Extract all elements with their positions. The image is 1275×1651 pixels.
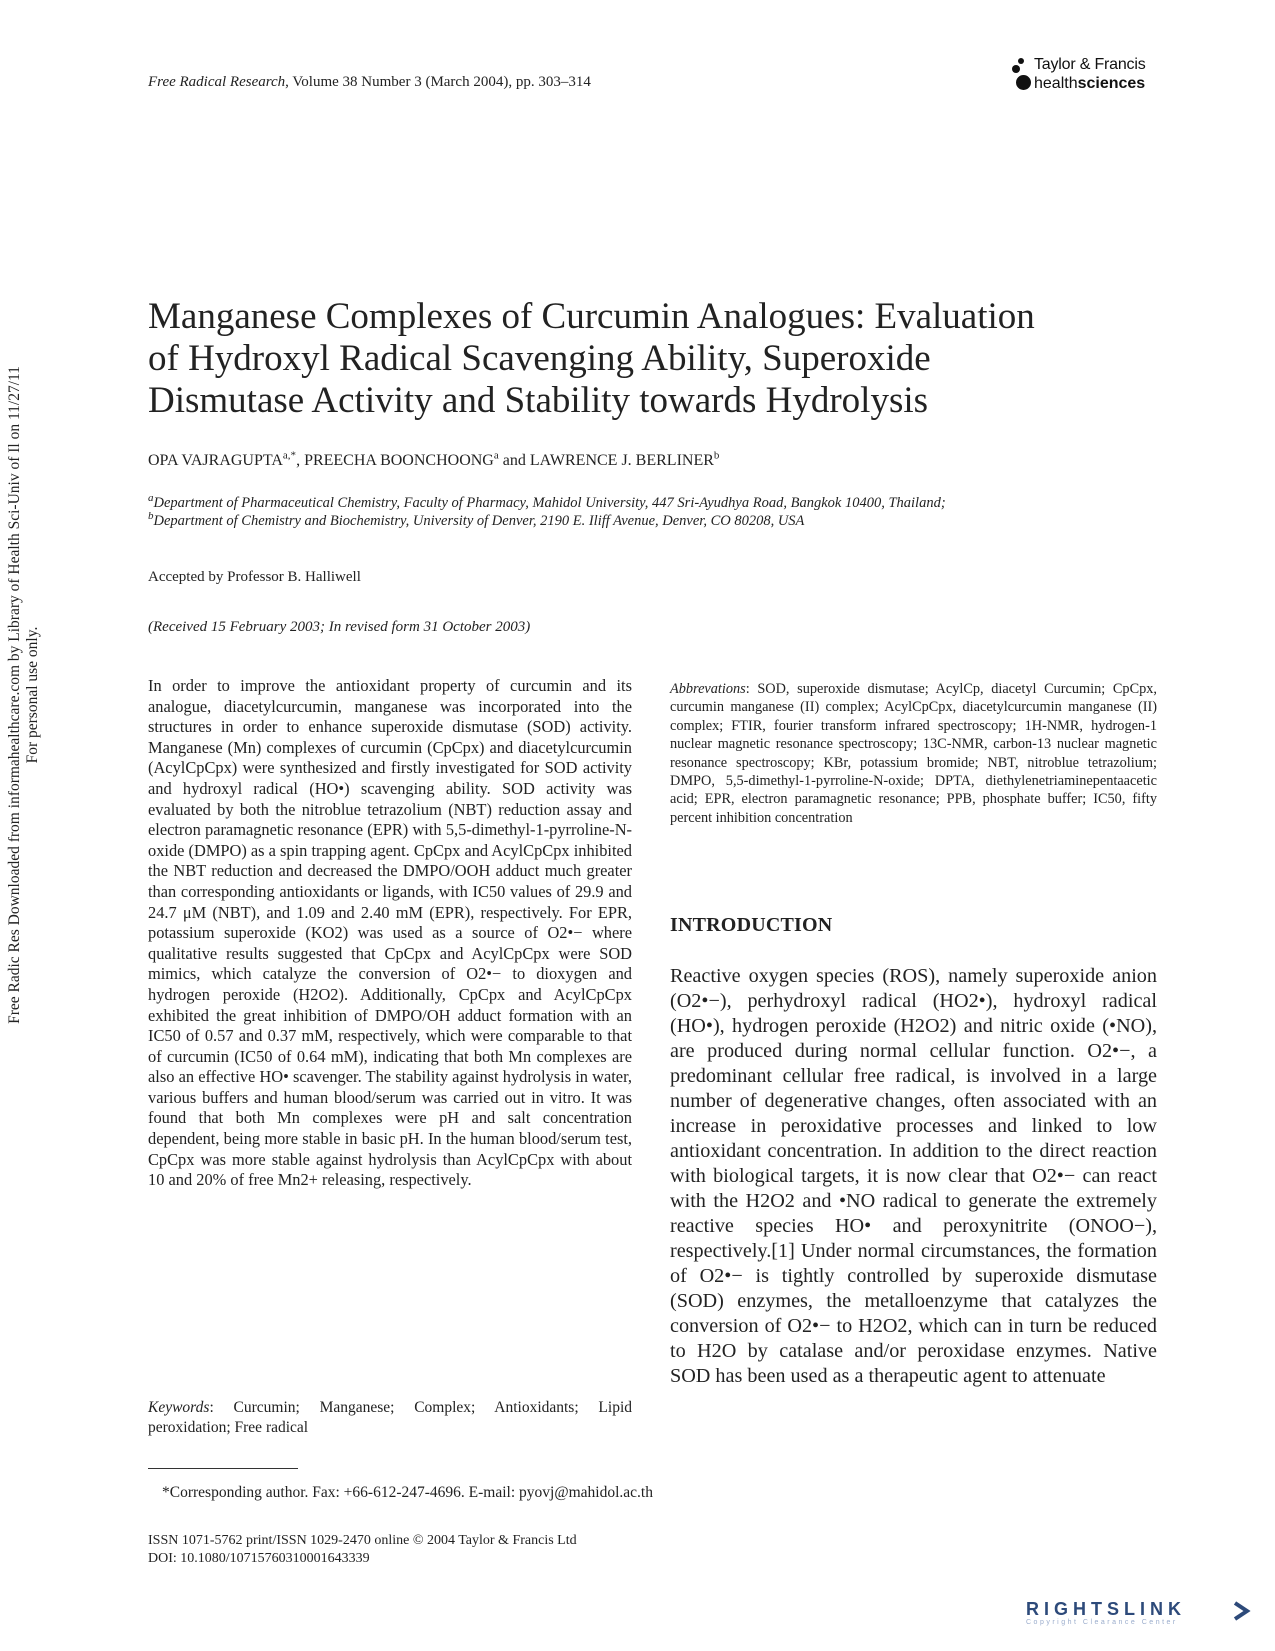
- abstract: In order to improve the antioxidant property of curcumin and its analogue, diacetylcurcumin, manganese was incorporated into the structures in order to enhance superoxide dismutase (SOD) activity. Manganese (Mn) complexes of curcumin (CpCpx) and diacetylcurcumin (AcylCpCpx) were synthesized and firstly investigated for SOD activity and hydroxyl radical (HO•) scavenging ability. SOD activity was evaluated by both the nitroblue tetrazolium (NBT) reduction assay and electron paramagnetic resonance (EPR) with 5,5-dimethyl-1-pyrroline-N-oxide (DMPO) as a spin trapping agent. CpCpx and AcylCpCpx inhibited the NBT reduction and decreased the DMPO/OOH adduct much greater than corresponding antioxidants or ligands, with IC50 values of 29.9 and 24.7 μM (NBT), and 1.09 and 2.40 mM (EPR), respectively. For EPR, potassium superoxide (KO2) was used as a source of O2•− where qualitative results suggested that CpCpx and AcylCpCpx were SOD mimics, which catalyze the conversion of O2•− to dioxygen and hydrogen peroxide (H2O2). Additionally, CpCpx and AcylCpCpx exhibited the great inhibition of DMPO/OH adduct formation with an IC50 of 0.57 and 0.37 mM, respectively, which were comparable to that of curcumin (IC50 of 0.64 mM), indicating that both Mn complexes are also an effective HO• scavenger. The stability against hydrolysis in water, various buffers and human blood/serum was carried out in vitro. It was found that both Mn complexes were pH and salt concentration dependent, being more stable in basic pH. In the human blood/serum test, CpCpx was more stable against hydrolysis than AcylCpCpx with about 10 and 20% of free Mn2+ releasing, respectively.: [148, 676, 632, 1190]
- publisher-division: healthsciences: [1034, 75, 1146, 92]
- rightslink-subtitle: Copyright Clearance Center: [1026, 1619, 1178, 1626]
- journal-name: Free Radical Research: [148, 74, 286, 90]
- journal-citation: [148, 74, 591, 91]
- affiliation-a: $^a$Department of Pharmaceutical Chemistry, Faculty of Pharmacy, Mahidol University, 447 Sri-Ayudhya Road, Bangkok 10400, Thailand;: [148, 492, 946, 511]
- received-dates: (Received 15 February 2003; In revised form 31 October 2003): [148, 619, 531, 635]
- author-list: OPA $VAJRAGUPTA^{a,*}$, PREECHA BOONCHOONG$^a$ and LAWRENCE J. BERLINER$^b$: [148, 449, 720, 469]
- footnote-divider: [148, 1468, 298, 1469]
- publisher-logo: [1010, 56, 1160, 96]
- article-title: [148, 296, 1158, 422]
- title-line: Dismutase Activity and Stability towards Hydrolysis: [148, 380, 929, 421]
- title-line: of Hydroxyl Radical Scavenging Ability, Superoxide: [148, 338, 931, 379]
- rightslink-label: RIGHTSLINK: [1026, 1599, 1186, 1619]
- journal-issue: , Volume 38 Number 3 (March 2004), pp. 303–314: [285, 74, 591, 90]
- introduction-heading: INTRODUCTION: [670, 914, 833, 936]
- corresponding-author-footnote: *Corresponding author. Fax: +66-612-247-4696. E-mail: pyovj@mahidol.ac.th: [162, 1484, 653, 1501]
- issn-line: ISSN 1071-5762 print/ISSN 1029-2470 online © 2004 Taylor & Francis Ltd: [148, 1533, 577, 1548]
- publisher-name: Taylor & Francis: [1034, 56, 1146, 73]
- download-watermark: Free Radic Res Downloaded from informahealthcare.com by Library of Health Sci-Univ of Il on 11/27/11 For personal use only.: [6, 366, 41, 1024]
- introduction-text: Reactive oxygen species (ROS), namely superoxide anion (O2•−), perhydroxyl radical (HO2•), hydroxyl radical (HO•), hydrogen peroxide (H2O2) and nitric oxide (•NO), are produced during normal cellular function. O2•−, a predominant cellular free radical, is involved in a large number of degenerative changes, often associated with an increase in peroxidative processes and linked to low antioxidant concentration. In addition to the direct reaction with biological targets, it is now clear that O2•− can react with the H2O2 and •NO radical to generate the extremely reactive species HO• and peroxynitrite (ONOO−), respectively.[1] Under normal circumstances, the formation of O2•− is tightly controlled by superoxide dismutase (SOD) enzymes, the metalloenzyme that catalyzes the conversion of O2•− to H2O2, which can in turn be reduced to H2O by catalase and/or peroxidase enzymes. Native SOD has been used as a therapeutic agent to attenuate: [670, 965, 1157, 1387]
- rightslink-arrow-icon: [1232, 1600, 1252, 1622]
- affiliation-b: $^b$Department of Chemistry and Biochemistry, University of Denver, 2190 E. Iliff Avenue, Denver, CO 80208, USA: [148, 510, 805, 529]
- doi-line: DOI: 10.1080/10715760310001643339: [148, 1551, 370, 1566]
- title-line: Manganese Complexes of Curcumin Analogues: Evaluation: [148, 296, 1035, 337]
- publisher-dots-icon: [1010, 58, 1032, 92]
- rightslink-logo[interactable]: [1026, 1599, 1256, 1629]
- publication-info: [148, 1532, 577, 1568]
- keywords: Keywords: Curcumin; Manganese; Complex; Antioxidants; Lipid peroxidation; Free radical: [148, 1399, 632, 1436]
- accepted-by: Accepted by Professor B. Halliwell: [148, 569, 361, 585]
- abbreviations: Abbrevations: SOD, superoxide dismutase; AcylCp, diacetyl Curcumin; CpCpx, curcumin manganese (II) complex; AcylCpCpx, diacetylcurcumin manganese (II) complex; FTIR, fourier transform infrared spectroscopy; 1H-NMR, hydrogen-1 nuclear magnetic resonance spectroscopy; 13C-NMR, carbon-13 nuclear magnetic resonance spectroscopy; KBr, potassium bromide; NBT, nitroblue tetrazolium; DMPO, 5,5-dimethyl-1-pyrroline-N-oxide; DPTA, diethylenetriaminepentaacetic acid; EPR, electron paramagnetic resonance; PPB, phosphate buffer; IC50, fifty percent inhibition concentration: [670, 681, 1157, 826]
- affiliations: [148, 494, 946, 530]
